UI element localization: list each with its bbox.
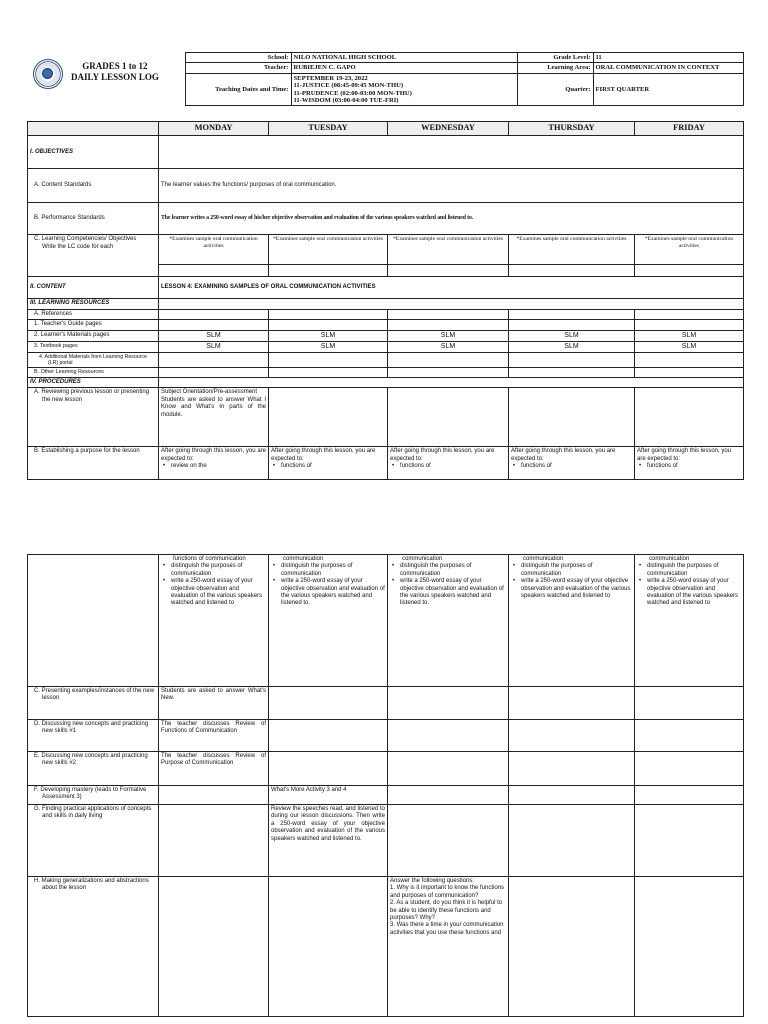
lr-portal-label: 4. Additional Materials from Learning Resource (LR) portal: [28, 352, 159, 367]
purpose-tuesday-p1: After going through this lesson, you are expected to: • functions of: [269, 447, 388, 480]
purpose-thursday-p1: After going through this lesson, you are expected to: • functions of: [509, 447, 635, 480]
lm-monday: SLM: [159, 330, 269, 341]
day-wednesday: WEDNESDAY: [388, 122, 509, 136]
dates-value: SEPTEMBER 19-23, 2022 11-JUSTICE (08:45-09:45 MON-THU) 11-PRUDENCE (02:00-03:00 MON-THU) 11-WISDOM (03:00-04:00 TUE-FRI): [291, 73, 517, 106]
purpose-thursday-p2: communication • distinguish the purposes of communication • write a 250-word essay of your objective observation and evaluation of the various speakers watched and listened to: [509, 555, 635, 687]
tb-monday: SLM: [159, 341, 269, 352]
grade-label: Grade Level:: [517, 53, 593, 63]
school-value: NILO NATIONAL HIGH SCHOOL: [291, 53, 517, 63]
discussing-2-monday: The teacher discusses Review of Purpose of Communication: [159, 752, 269, 786]
dates-label: Teaching Dates and Time:: [185, 73, 291, 106]
area-label: Learning Area:: [517, 63, 593, 73]
content-text: LESSON 4: EXAMINING SAMPLES OF ORAL COMMUNICATION ACTIVITIES: [159, 277, 744, 299]
applications-tuesday: Review the speeches read, and listened to during our lesson discussions. Then write a 250-word essay of your objective observation and evaluation of the various speakers watched and listened to.: [269, 805, 388, 877]
competency-monday: *Examines sample oral communication activities: [159, 235, 269, 265]
mastery-label: F. Developing mastery (leads to Formative Assessment 3): [28, 786, 159, 805]
lesson-log-page-2: [27, 554, 743, 1017]
day-header-row: [28, 122, 744, 136]
generalizations-label: H. Making generalizations and abstractions about the lesson: [28, 877, 159, 1017]
deped-seal-icon: [33, 59, 63, 89]
competencies-label: C. Learning Competencies/ Objectives Write the LC code for each: [28, 235, 159, 277]
discussing-1-label: D. Discussing new concepts and practicing new skills #1: [28, 720, 159, 752]
lm-wednesday: SLM: [388, 330, 509, 341]
other-resources-label: B. Other Learning Resources: [28, 367, 159, 377]
resources-label: III. LEARNING RESOURCES: [28, 299, 159, 309]
purpose-friday-p1: After going through this lesson, you are expected to: • functions of: [635, 447, 744, 480]
lm-friday: SLM: [635, 330, 744, 341]
tb-thursday: SLM: [509, 341, 635, 352]
quarter-value: FIRST QUARTER: [593, 73, 743, 106]
school-label: School:: [185, 53, 291, 63]
presenting-examples-label: C. Presenting examples/instances of the new lesson: [28, 687, 159, 720]
mastery-tuesday: What's More Activity 3 and 4: [269, 786, 388, 805]
objectives-label: I. OBJECTIVES: [28, 136, 159, 169]
purpose-monday-p1: After going through this lesson, you are expected to: • review on the: [159, 447, 269, 480]
content-standards-label: A. Content Standards: [28, 169, 159, 203]
presenting-monday: Students are asked to answer What's New.: [159, 687, 269, 720]
grade-value: 11: [593, 53, 743, 63]
tb-tuesday: SLM: [269, 341, 388, 352]
procedures-label: IV. PROCEDURES: [28, 378, 159, 388]
references-label: A. References: [28, 309, 159, 319]
purpose-friday-p2: communication • distinguish the purposes of communication • write a 250-word essay of your objective observation and evaluation of the various speakers watched and listened to: [635, 555, 744, 687]
discussing-1-monday: The teacher discusses Review of Functions of Communication: [159, 720, 269, 752]
area-value: ORAL COMMUNICATION IN CONTEXT: [593, 63, 743, 73]
purpose-wednesday-p2: communication • distinguish the purposes of communication • write a 250-word essay of your objective observation and evaluation of the various speakers watched and listened to.: [388, 555, 509, 687]
purpose-monday-p2: functions of communication • distinguish the purposes of communication • write a 250-word essay of your objective observation and evaluation of the various speakers watched and listened to: [159, 555, 269, 687]
tg-pages-label: 1. Teacher's Guide pages: [28, 320, 159, 330]
competency-friday: *Examines sample oral communication activities: [635, 235, 744, 265]
purpose-label: B. Establishing a purpose for the lesson: [28, 447, 159, 480]
reviewing-monday: Subject Orientation/Pre-assessment Students are asked to answer What I Know and What's In parts of the module.: [159, 388, 269, 447]
lesson-table-2: [27, 554, 744, 1017]
purpose-tuesday-p2: communication • distinguish the purposes of communication • write a 250-word essay of your objective observation and evaluation of the various speakers watched and listened to.: [269, 555, 388, 687]
content-standards-text: The learner values the functions/ purposes of oral communication.: [159, 169, 744, 203]
performance-standards-text: The learner writes a 250-word essay of his/her objective observation and evaluation of the various speakers watched and listened to.: [159, 203, 744, 235]
tb-wednesday: SLM: [388, 341, 509, 352]
competency-thursday: *Examines sample oral communication activities: [509, 235, 635, 265]
teacher-label: Teacher:: [185, 63, 291, 73]
content-label: II. CONTENT: [28, 277, 159, 299]
logo-cell: [27, 53, 185, 106]
lesson-log-page-1: [27, 52, 743, 480]
lm-thursday: SLM: [509, 330, 635, 341]
performance-standards-label: B. Performance Standards: [28, 203, 159, 235]
teacher-value: RUBIEJEN C. GAPO: [291, 63, 517, 73]
textbook-pages-label: 3. Textbook pages: [28, 341, 159, 352]
lm-tuesday: SLM: [269, 330, 388, 341]
day-tuesday: TUESDAY: [269, 122, 388, 136]
competency-wednesday: *Examines sample oral communication activities: [388, 235, 509, 265]
page-title: GRADES 1 to 12 DAILY LESSON LOG: [71, 60, 159, 82]
day-monday: MONDAY: [159, 122, 269, 136]
lesson-table-1: [27, 121, 744, 480]
purpose-wednesday-p1: After going through this lesson, you are expected to: • functions of: [388, 447, 509, 480]
quarter-label: Quarter:: [517, 73, 593, 106]
lm-pages-label: 2. Learner's Materials pages: [28, 330, 159, 341]
generalizations-wednesday: Answer the following questions: 1. Why is it important to know the functions and purposes of communication? 2. As a student, do you think it is helpful to be able to identify these functions and purposes? Why? 3. Was there a time in your communication activities that you use these functions and: [388, 877, 509, 1017]
discussing-2-label: E. Discussing new concepts and practicing new skills #2: [28, 752, 159, 786]
day-friday: FRIDAY: [635, 122, 744, 136]
applications-label: G. Finding practical applications of concepts and skills in daily living: [28, 805, 159, 877]
tb-friday: SLM: [635, 341, 744, 352]
header-table: [27, 52, 744, 106]
reviewing-lesson-label: A. Reviewing previous lesson or presenting the new lesson: [28, 388, 159, 447]
day-thursday: THURSDAY: [509, 122, 635, 136]
competency-tuesday: *Examines sample oral communication activities: [269, 235, 388, 265]
